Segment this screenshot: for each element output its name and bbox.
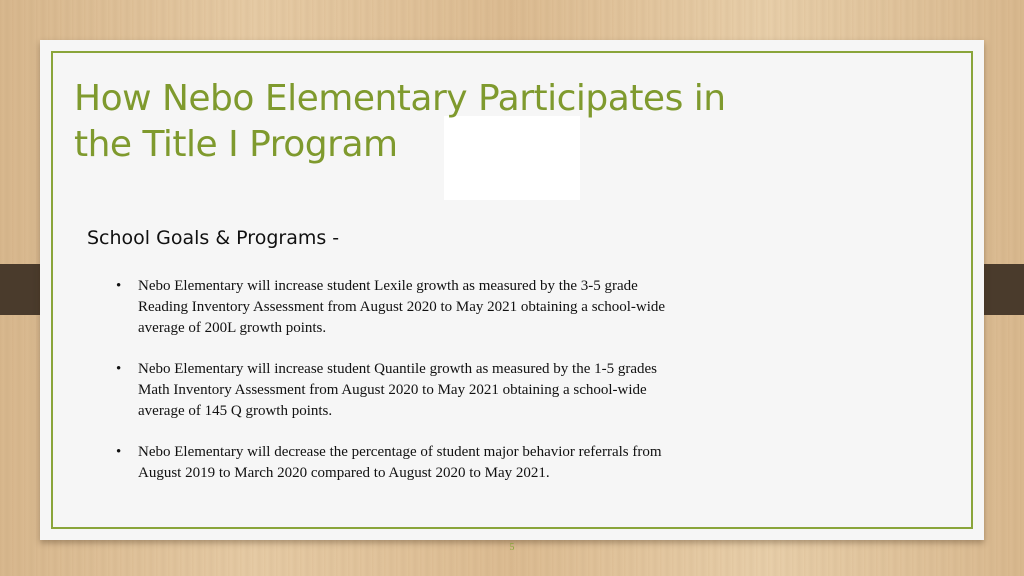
page-number: 5 [509,542,515,553]
goal-item [112,359,672,422]
goals-list [112,276,672,504]
goal-item [112,442,672,484]
section-subtitle: School Goals & Programs - [87,227,340,249]
goal-text: Nebo Elementary will increase student Quantile growth as measured by the 1-5 grades Math Inventory Assessment from August 2020 to May 2021 obtaining a school-wide average of 145 Q growth points. [138,361,658,419]
goal-text: Nebo Elementary will decrease the percentage of student major behavior referrals from August 2019 to March 2020 compared to August 2020 to May 2021. [138,444,662,481]
slide-title [74,76,834,168]
bullet-icon: • [116,278,122,294]
title-line-2: the Title I Program [74,124,398,165]
bullet-icon: • [116,361,122,377]
goal-item [112,276,672,339]
slide-canvas [40,40,984,553]
bullet-icon: • [116,444,122,460]
title-line-1: How Nebo Elementary Participates in [74,78,726,119]
goal-text: Nebo Elementary will increase student Lexile growth as measured by the 3-5 grade Reading Inventory Assessment from August 2020 to May 2021 obtaining a school-wide average of 200L growth points. [138,278,666,336]
